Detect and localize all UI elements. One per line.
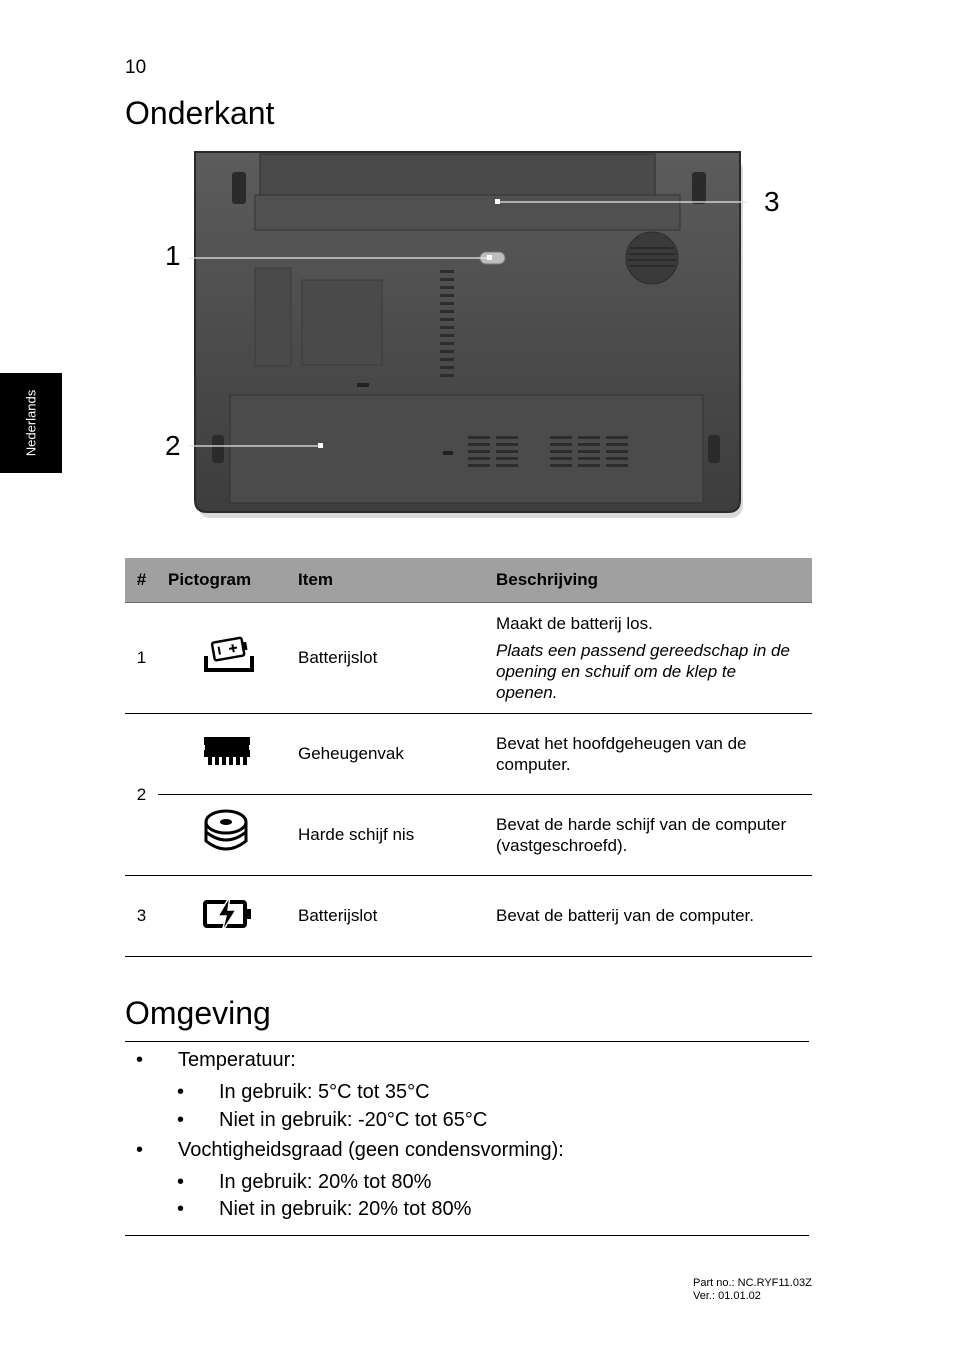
env-temp-not-in-use: Niet in gebruik: -20°C tot 65°C xyxy=(219,1109,488,1131)
env-bottom-divider xyxy=(125,1235,809,1236)
bullet: • xyxy=(177,1081,185,1103)
table-row xyxy=(125,795,812,876)
callout-label-2: 2 xyxy=(165,430,181,461)
header-num: # xyxy=(125,558,158,603)
language-side-tab xyxy=(0,373,62,473)
env-humidity-label: Vochtigheidsgraad (geen condensvorming): xyxy=(178,1139,564,1161)
language-side-tab-label: Nederlands xyxy=(23,389,39,457)
header-item: Item xyxy=(288,558,486,603)
page-number: 10 xyxy=(125,57,147,78)
env-hum-not-in-use: Niet in gebruik: 20% tot 80% xyxy=(219,1198,472,1220)
bullet: • xyxy=(136,1139,144,1161)
parts-table xyxy=(125,558,812,957)
row-num: 2 xyxy=(125,714,158,876)
row-desc: Bevat het hoofdgeheugen van de computer. xyxy=(486,714,812,795)
section-title-onderkant: Onderkant xyxy=(125,95,275,131)
battery-icon xyxy=(202,894,254,934)
env-hum-in-use: In gebruik: 20% tot 80% xyxy=(219,1171,432,1193)
env-top-divider xyxy=(125,1041,809,1042)
footer xyxy=(693,1277,812,1303)
table-row xyxy=(125,714,812,795)
bullet: • xyxy=(177,1109,185,1131)
hard-disk-icon xyxy=(202,808,250,858)
row-desc: Bevat de batterij van de computer. xyxy=(486,876,812,957)
memory-hdd-cover xyxy=(230,395,703,503)
callout-label-1: 1 xyxy=(165,240,181,271)
battery-inner xyxy=(255,195,680,230)
table-row xyxy=(125,603,812,714)
speaker-grille xyxy=(626,232,678,284)
row-desc: Bevat de harde schijf van de computer (vastgeschroefd). xyxy=(486,795,812,876)
bullet: • xyxy=(177,1171,185,1193)
section-title-omgeving: Omgeving xyxy=(125,995,271,1031)
battery-release-icon xyxy=(202,636,256,676)
row-note: Plaats een passend gereedschap in de opening en schuif om de klep te openen. xyxy=(496,641,790,702)
laptop-bottom-illustration xyxy=(150,140,790,530)
part-number: Part no.: NC.RYF11.03Z xyxy=(693,1277,812,1289)
memory-module-icon xyxy=(202,735,252,769)
bullet: • xyxy=(136,1049,144,1071)
table-row xyxy=(125,876,812,957)
version: Ver.: 01.01.02 xyxy=(693,1290,761,1302)
header-icon: Pictogram xyxy=(158,558,288,603)
row-item: Harde schijf nis xyxy=(288,795,486,876)
header-desc: Beschrijving xyxy=(486,558,812,603)
bullet: • xyxy=(177,1198,185,1220)
row-desc: Maakt de batterij los. xyxy=(496,614,653,633)
env-temperature-label: Temperatuur: xyxy=(178,1049,296,1071)
row-item: Geheugenvak xyxy=(288,714,486,795)
table-header-row xyxy=(125,558,812,603)
row-num: 3 xyxy=(125,876,158,957)
row-item: Batterijslot xyxy=(288,603,486,714)
row-item: Batterijslot xyxy=(288,876,486,957)
env-temp-in-use: In gebruik: 5°C tot 35°C xyxy=(219,1081,430,1103)
row-num: 1 xyxy=(125,603,158,714)
callout-label-3: 3 xyxy=(764,186,780,217)
